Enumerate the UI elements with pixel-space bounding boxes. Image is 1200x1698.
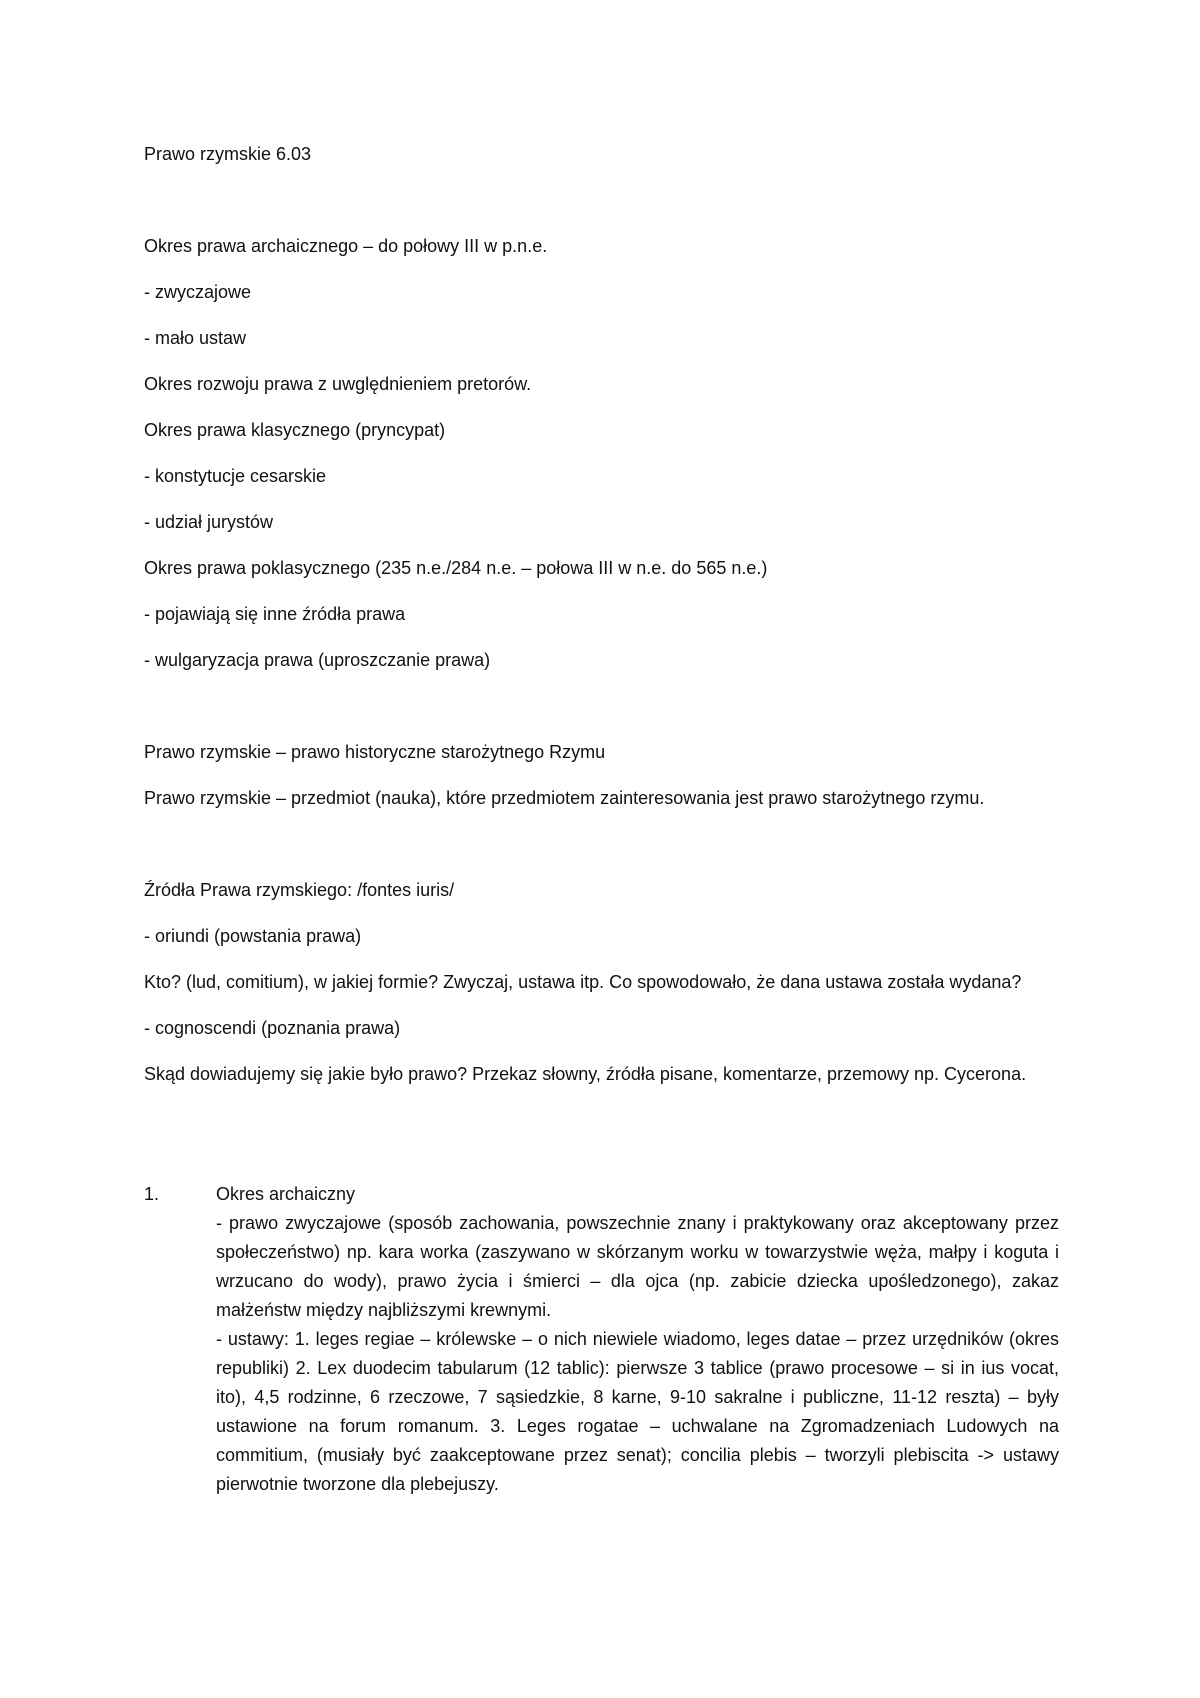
document-title: Prawo rzymskie 6.03 — [144, 144, 312, 164]
paragraph: - oriundi (powstania prawa) — [144, 926, 362, 946]
paragraph: Kto? (lud, comitium), w jakiej formie? Zwyczaj, ustawa itp. Co spowodowało, że dana ustawa została wydana? — [144, 972, 1022, 992]
paragraph: Okres prawa archaicznego – do połowy III w p.n.e. — [144, 236, 548, 256]
paragraph: Prawo rzymskie – prawo historyczne starożytnego Rzymu — [144, 742, 606, 762]
section-periods — [144, 232, 1059, 675]
list-number: 1. — [144, 1184, 160, 1204]
paragraph: - zwyczajowe — [144, 282, 252, 302]
list-item — [144, 1180, 1059, 1499]
document-body — [144, 140, 1059, 1499]
section-sources — [144, 876, 1059, 1089]
paragraph: Okres prawa klasycznego (pryncypat) — [144, 420, 446, 440]
paragraph: - mało ustaw — [144, 328, 247, 348]
paragraph: Okres rozwoju prawa z uwględnieniem pretorów. — [144, 374, 532, 394]
list-item-body — [216, 1180, 1059, 1499]
paragraph: Skąd dowiadujemy się jakie było prawo? Przekaz słowny, źródła pisane, komentarze, przemowy np. Cycerona. — [144, 1064, 1027, 1084]
section-definition — [144, 738, 1059, 813]
paragraph: Prawo rzymskie – przedmiot (nauka), które przedmiotem zainteresowania jest prawo starożytnego rzymu. — [144, 788, 985, 808]
paragraph: - wulgaryzacja prawa (uproszczanie prawa) — [144, 650, 491, 670]
paragraph: - konstytucje cesarskie — [144, 466, 327, 486]
numbered-list — [144, 1180, 1059, 1499]
paragraph: Okres prawa poklasycznego (235 n.e./284 n.e. – połowa III w n.e. do 565 n.e.) — [144, 558, 768, 578]
list-heading: Okres archaiczny — [216, 1184, 356, 1204]
list-paragraph: - ustawy: 1. leges regiae – królewske – o nich niewiele wiadomo, leges datae – przez urzędników (okres republiki) 2. Lex duodecim tabularum (12 tablic): pierwsze 3 tablice (prawo procesowe – si in ius vocat, ito), 4,5 rodzinne, 6 rzeczowe, 7 sąsiedzkie, 8 karne, 9-10 sakralne i publiczne, 11-12 reszta) – były ustawione na forum romanum. 3. Leges rogatae – uchwalane na Zgromadzeniach Ludowych na commitium, (musiały być zaakceptowane przez senat); concilia plebis – tworzyli plebiscita -> ustawy pierwotnie tworzone dla plebejuszy. — [216, 1329, 1059, 1494]
paragraph: - udział jurystów — [144, 512, 274, 532]
paragraph: - pojawiają się inne źródła prawa — [144, 604, 406, 624]
paragraph: Źródła Prawa rzymskiego: /fontes iuris/ — [144, 880, 455, 900]
paragraph: - cognoscendi (poznania prawa) — [144, 1018, 401, 1038]
list-paragraph: - prawo zwyczajowe (sposób zachowania, powszechnie znany i praktykowany oraz akceptowany przez społeczeństwo) np. kara worka (zaszywano w skórzanym worku w towarzystwie węża, małpy i koguta i wrzucano do wody), prawo życia i śmierci – dla ojca (np. zabicie dziecka upośledzonego), zakaz małżeństw między najbliższymi krewnymi. — [216, 1213, 1059, 1320]
